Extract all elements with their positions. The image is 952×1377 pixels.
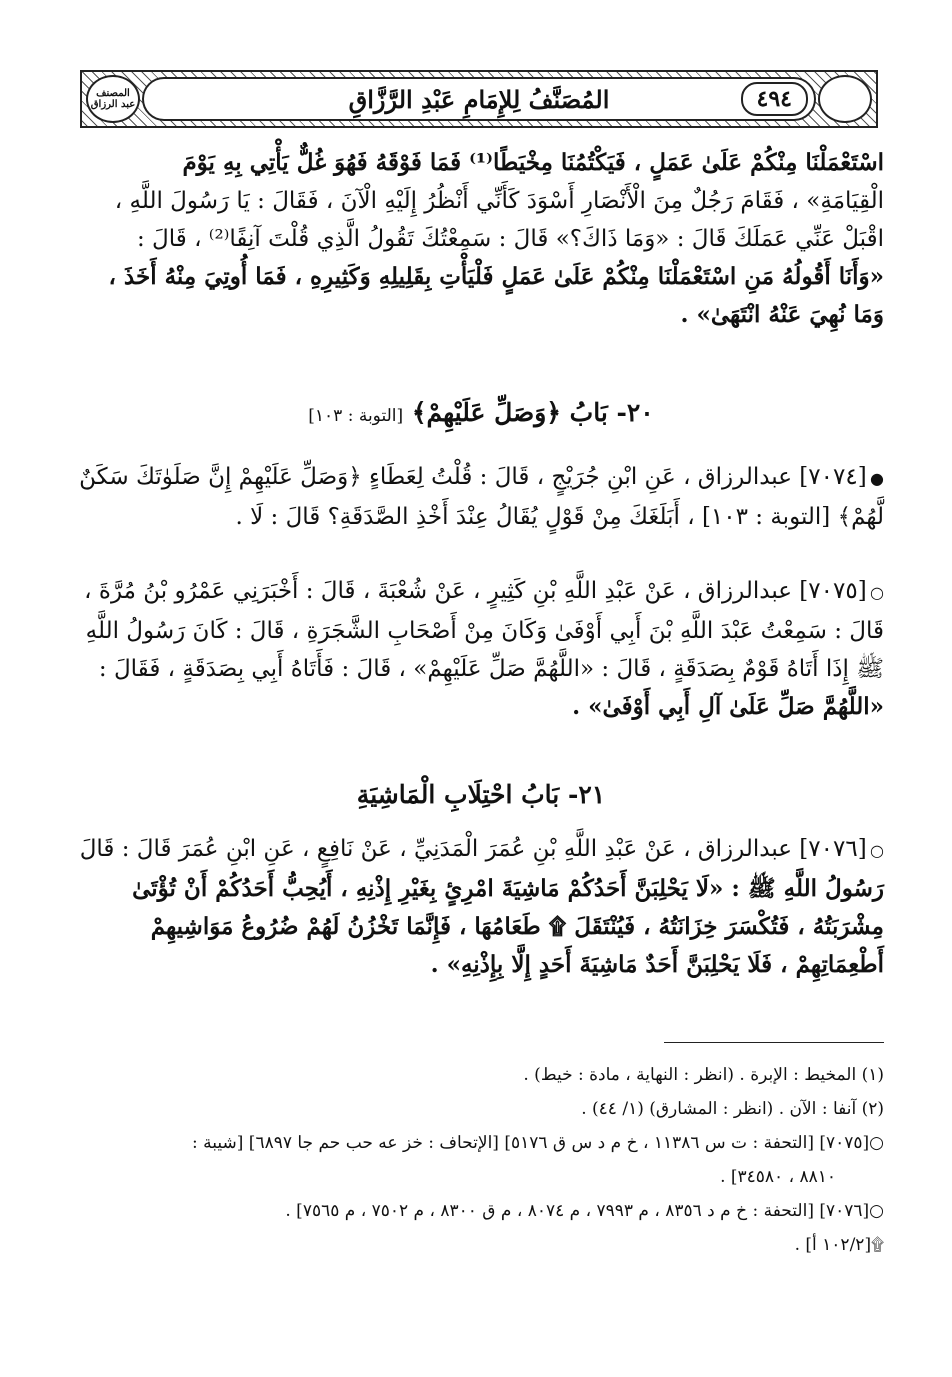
- text-line: اسْتَعْمَلْنَا مِنْكُمْ عَلَىٰ عَمَلٍ ، فَيَكْتُمُنَا مِخْيَطًا⁽¹⁾ فَمَا فَوْقَهُ فَهُوَ غُلٌّ يَأْتِي بِهِ يَوْمَ: [182, 149, 884, 176]
- hadith-number: [٧٠٧٤]: [799, 464, 867, 490]
- text-line: ﷺ إِذَا أَتَاهُ قَوْمٌ بِصَدَقَةٍ ، قَالَ : «اللَّهُمَّ صَلِّ عَلَيْهِمْ» ، قَالَ : فَأَتَاهُ أَبِي بِصَدَقَةٍ ، فَقَالَ :: [98, 656, 884, 682]
- chapter-title: ٢٠- بَابُ ﴿وَصَلِّ عَلَيْهِمْ﴾: [411, 398, 654, 427]
- text-line: عبدالرزاق ، عَنْ عَبْدِ اللَّهِ بْنِ كَثِيرٍ ، عَنْ شُعْبَةَ ، قَالَ : أَخْبَرَنِي عَمْرُو بْنُ مُرَّةَ ،: [84, 578, 792, 604]
- footnote-7075-cont: ٨٨١٠ ، ٣٤٥٨٠] .: [720, 1167, 836, 1187]
- page-number: ٤٩٤: [741, 82, 808, 116]
- logo-text: المصنف عبد الرزاق: [90, 88, 136, 110]
- text-line: رَسُولُ اللَّهِ ﷺ : «لَا يَحْلِبَنَّ أَحَدُكُمْ مَاشِيَةَ امْرِئٍ بِغَيْرِ إِذْنِهِ ، أَيُحِبُّ أَحَدُكُمْ أَنْ تُؤْتَىٰ: [132, 875, 884, 902]
- footnote-2: (٢) آنفا : الآن . (انظر : المشارق) (١/ ٤٤) .: [581, 1099, 884, 1119]
- chapter-title: ٢١- بَابُ احْتِلَابِ الْمَاشِيَةِ: [356, 780, 606, 809]
- text-line: عبدالرزاق ، عَنِ ابْنِ جُرَيْجٍ ، قَالَ : قُلْتُ لِعَطَاءٍ ﴿وَصَلِّ عَلَيْهِمْ إِنَّ صَلَوٰتَكَ سَكَنٌ: [79, 464, 792, 490]
- header-ornament-circle: [818, 75, 872, 123]
- hadith-marker: ○: [870, 841, 884, 860]
- text-line: أَطْعِمَاتِهِمْ ، فَلَا يَحْلِبَنَّ أَحَدٌ مَاشِيَةَ أَحَدٍ إِلَّا بِإِذْنِهِ» .: [430, 951, 884, 978]
- hadith-marker: ○: [870, 583, 884, 602]
- hadith-7075: [78, 572, 884, 726]
- text-line: «اللَّهُمَّ صَلِّ عَلَىٰ آلِ أَبِي أَوْفَىٰ» .: [572, 693, 884, 720]
- footnote-7076: ○[٧٠٧٦] [التحفة : خ م د ٨٣٥٦ ، م ٧٩٩٣ ، م ٨٠٧٤ ، م ق ٨٣٠٠ ، م ٧٥٠٢ ، م ٧٥٦٥] .: [285, 1201, 884, 1221]
- hadith-number: [٧٠٧٥]: [799, 578, 867, 604]
- text-line: عبدالرزاق ، عَنْ عَبْدِ اللَّهِ بْنِ عُمَرَ الْمَدَنِيِّ ، عَنْ نَافِعٍ ، عَنِ ابْنِ عُمَرَ قَالَ : قَالَ: [79, 836, 792, 862]
- page-header: [80, 70, 878, 128]
- book-seal-logo: [86, 75, 140, 123]
- text-line: مِشْرَبَتُهُ ، فَتُكْسَرَ خِزَانَتُهُ ، فَيُنْتَقَلَ ۩ طَعَامُهَا ، فَإِنَّمَا تَخْزُنُ لَهُمْ ضُرُوعُ مَوَاشِيهِمْ: [150, 913, 884, 940]
- chapter-reference: [التوبة : ١٠٣]: [308, 406, 404, 426]
- chapter-heading-20: [78, 398, 884, 427]
- header-title-box: [142, 77, 816, 121]
- hadith-number: [٧٠٧٦]: [799, 836, 867, 862]
- footnote-separator: [664, 1042, 884, 1043]
- text-line: «وَأَنَا أَقُولُهُ مَنِ اسْتَعْمَلْنَا مِنْكُمْ عَلَىٰ عَمَلٍ فَلْيَأْتِ بِقَلِيلِهِ وَكَثِيرِهِ ، فَمَا أُوتِيَ مِنْهُ أَخَذَ ،: [108, 263, 884, 290]
- footnote-7075: ○[٧٠٧٥] [التحفة : ت س ١١٣٨٦ ، خ م د س ق ٥١٧٦] [الإتحاف : خز عه حب حم جا ٦٨٩٧] [شيبة :: [192, 1133, 884, 1153]
- intro-paragraph: [78, 144, 884, 334]
- text-line: اقْبَلْ عَنِّي عَمَلَكَ قَالَ : «وَمَا ذَاكَ؟» قَالَ : سَمِعْتُكَ تَقُولُ الَّذِي قُلْتَ آنِفًا⁽²⁾ ، قَالَ :: [136, 226, 884, 252]
- text-line: قَالَ : سَمِعْتُ عَبْدَ اللَّهِ بْنَ أَبِي أَوْفَىٰ وَكَانَ مِنْ أَصْحَابِ الشَّجَرَةِ ، قَالَ : كَانَ رَسُولُ اللَّهِ: [85, 618, 884, 644]
- hadith-marker: ●: [870, 469, 884, 488]
- text-line: الْقِيَامَةِ» ، فَقَامَ رَجُلٌ مِنَ الْأَنْصَارِ أَسْوَدَ كَأَنِّي أَنْظُرُ إِلَيْهِ الْآنَ ، فَقَالَ : يَا رَسُولَ اللَّهِ ،: [114, 188, 884, 214]
- text-line: وَمَا نُهِيَ عَنْهُ انْتَهَىٰ» .: [680, 301, 884, 328]
- chapter-heading-21: [78, 780, 884, 809]
- hadith-7074: [78, 458, 884, 536]
- hadith-7076: [78, 830, 884, 984]
- footnote-1: (١) المخيط : الإبرة . (انظر : النهاية ، مادة : خيط) .: [523, 1065, 884, 1085]
- footnotes: [78, 1058, 884, 1262]
- text-line: لَّهُمْ﴾ [التوبة : ١٠٣] ، أَبَلَغَكَ مِنْ قَوْلٍ يُقَالُ عِنْدَ أَخْذِ الصَّدَقَةِ؟ قَالَ : لَا .: [235, 504, 884, 530]
- footnote-folio: ۩[١٠٢/٢ أ] .: [794, 1235, 884, 1255]
- book-title: المُصَنَّفُ لِلإِمَامِ عَبْدِ الرَّزَّاقِ: [348, 84, 610, 114]
